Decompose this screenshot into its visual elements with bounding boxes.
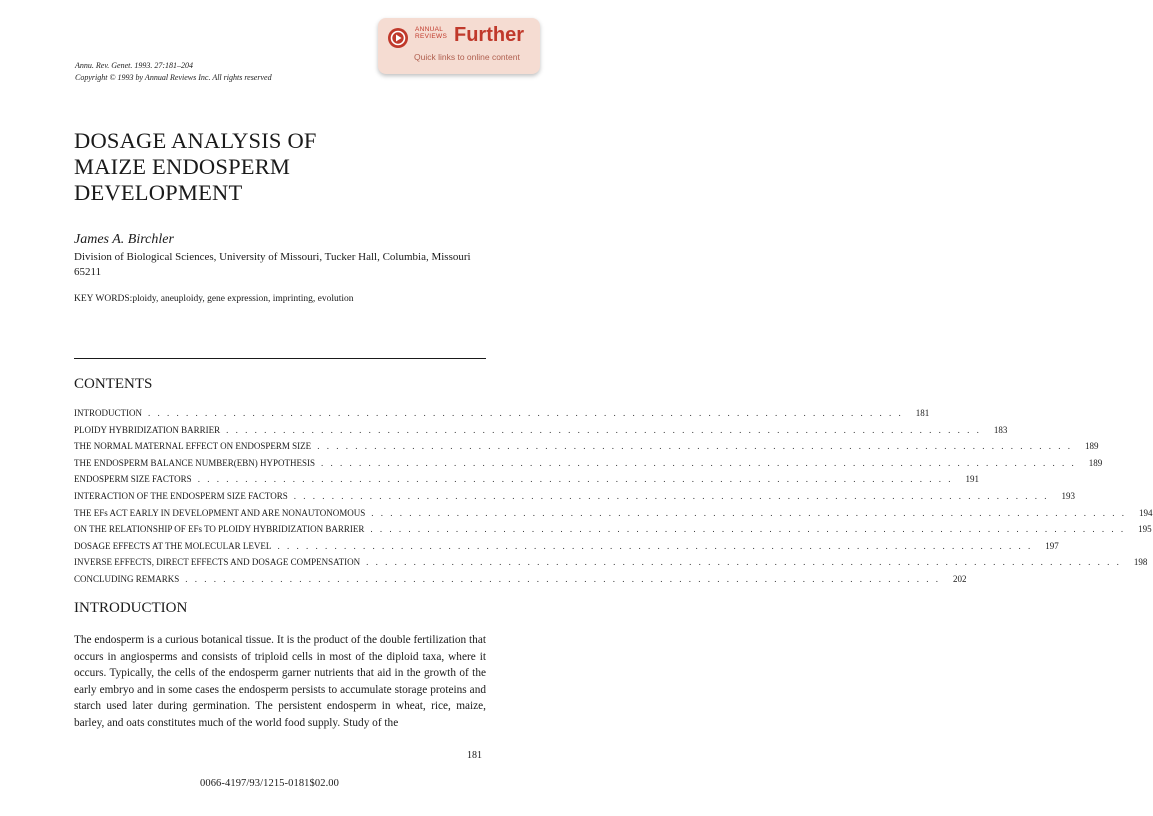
toc-entry[interactable] [74,554,1148,571]
toc-entry-page: 183 [993,424,1008,435]
table-of-contents [74,405,1153,588]
toc-entry-page: 189 [1084,441,1099,452]
toc-entry-page: 181 [915,408,930,418]
further-label: Further [454,24,524,46]
toc-entry[interactable] [74,455,1103,472]
author-affiliation: Division of Biological Sciences, University of Missouri, Tucker Hall, Columbia, Missouri 65211 [74,251,471,278]
toc-entry-title: ENDOSPERM SIZE FACTORS [74,474,192,485]
toc-entry-page: 194 [1139,507,1153,518]
toc-leader-dots: . . . . . . . . . . . . . . . . . . . . . . . . . . . . . . . . . . . . . . . . . . . . . . . . . . . . . . . . . . . . . . . . . . . . . . . . . . . . . . . . [197,474,953,485]
toc-entry-page: 193 [1061,490,1076,501]
toc-leader-dots: . . . . . . . . . . . . . . . . . . . . . . . . . . . . . . . . . . . . . . . . . . . . . . . . . . . . . . . . . . . . . . . . . . . . . . . . . . . . . . . . [317,441,1073,452]
annual-reviews-logo-icon [387,27,409,49]
toc-leader-dots: . . . . . . . . . . . . . . . . . . . . . . . . . . . . . . . . . . . . . . . . . . . . . . . . . . . . . . . . . . . . . . . . . . . . . . . . . . . . . . . . [185,573,941,584]
toc-leader-dots: . . . . . . . . . . . . . . . . . . . . . . . . . . . . . . . . . . . . . . . . . . . . . . . . . . . . . . . . . . . . . . . . . . . . . . . . . . . . . . . . [370,524,1126,535]
introduction-heading: INTRODUCTION [74,600,188,616]
toc-entry[interactable] [74,505,1153,522]
toc-entry[interactable] [74,538,1059,555]
author-name: James A. Birchler [74,232,174,247]
toc-entry-page: 195 [1138,524,1152,535]
toc-entry[interactable] [74,571,967,588]
toc-leader-dots: . . . . . . . . . . . . . . . . . . . . . . . . . . . . . . . . . . . . . . . . . . . . . . . . . . . . . . . . . . . . . . . . . . . . . . . . . . . . . . . . [293,490,1050,501]
toc-entry-title: PLOIDY HYBRIDIZATION BARRIER [74,424,221,435]
toc-entry-page: 198 [1133,557,1148,568]
page-number: 181 [467,750,482,761]
toc-leader-dots: . . . . . . . . . . . . . . . . . . . . . . . . . . . . . . . . . . . . . . . . . . . . . . . . . . . . . . . . . . . . . . . . . . . . . . . . . . . . . . . . [371,507,1127,518]
keywords [74,294,354,304]
journal-citation [75,60,272,84]
title-line: DOSAGE ANALYSIS OF [74,128,317,153]
toc-entry-title: THE ENDOSPERM BALANCE NUMBER(EBN) HYPOTHESIS [74,457,316,468]
paper-title [74,128,317,206]
copyright-line: Copyright © 1993 by Annual Reviews Inc. All rights reserved [75,73,272,82]
toc-entry[interactable] [74,471,979,488]
toc-entry[interactable] [74,438,1099,455]
toc-entry-title: DOSAGE EFFECTS AT THE MOLECULAR LEVEL [74,540,272,551]
introduction-paragraph: The endosperm is a curious botanical tissue. It is the product of the double fertilization that occurs in angiosperms and consists of triploid cells in most of the diploid taxa, where it occurs. Typically, the cells of the endosperm garner nutrients that aid in the growth of the early embryo and in some cases the endosperm persists to accumulate storage proteins and starch used later during germination. The persistent endosperm in wheat, rice, maize, barley, and oats constitutes much of the world food supply. Study of the [74,634,486,729]
annual-reviews-further-banner[interactable] [378,18,540,74]
toc-leader-dots: . . . . . . . . . . . . . . . . . . . . . . . . . . . . . . . . . . . . . . . . . . . . . . . . . . . . . . . . . . . . . . . . . . . . . . . . . . . . . . . . [226,424,982,435]
footer-code: 0066-4197/93/1215-0181$02.00 [200,778,340,789]
annual-reviews-wordmark: ANNUAL REVIEWS [415,26,448,40]
toc-entry-title: THE EFs ACT EARLY IN DEVELOPMENT AND ARE NONAUTONOMOUS [74,507,366,518]
toc-entry[interactable] [74,422,1008,439]
toc-entry-title: INTRODUCTION [74,408,142,418]
contents-heading: CONTENTS [74,376,153,392]
toc-entry-title: THE NORMAL MATERNAL EFFECT ON ENDOSPERM SIZE [74,441,312,452]
toc-entry-title: INVERSE EFFECTS, DIRECT EFFECTS AND DOSAGE COMPENSATION [74,557,361,568]
toc-entry[interactable] [74,405,930,422]
section-divider [74,358,486,359]
title-line: MAIZE ENDOSPERM [74,154,291,179]
toc-entry-page: 191 [965,474,979,485]
toc-leader-dots: . . . . . . . . . . . . . . . . . . . . . . . . . . . . . . . . . . . . . . . . . . . . . . . . . . . . . . . . . . . . . . . . . . . . . . . . . . . . . . . . [148,408,904,418]
toc-leader-dots: . . . . . . . . . . . . . . . . . . . . . . . . . . . . . . . . . . . . . . . . . . . . . . . . . . . . . . . . . . . . . . . . . . . . . . . . . . . . . . . . [321,457,1077,468]
toc-entry-page: 197 [1045,540,1059,551]
keywords-text: ploidy, aneuploidy, gene expression, imprinting, evolution [132,294,354,304]
toc-entry[interactable] [74,521,1152,538]
toc-entry[interactable] [74,488,1076,505]
toc-entry-title: CONCLUDING REMARKS [74,573,180,584]
toc-leader-dots: . . . . . . . . . . . . . . . . . . . . . . . . . . . . . . . . . . . . . . . . . . . . . . . . . . . . . . . . . . . . . . . . . . . . . . . . . . . . . . . . [366,557,1122,568]
toc-entry-title: ON THE RELATIONSHIP OF EFs TO PLOIDY HYBRIDIZATION BARRIER [74,524,365,535]
toc-leader-dots: . . . . . . . . . . . . . . . . . . . . . . . . . . . . . . . . . . . . . . . . . . . . . . . . . . . . . . . . . . . . . . . . . . . . . . . . . . . . . . . . [277,540,1033,551]
title-line: DEVELOPMENT [74,180,243,205]
keywords-label: KEY WORDS: [74,294,133,304]
further-subtitle: Quick links to online content [414,52,520,62]
journal-citation-line: Annu. Rev. Genet. 1993. 27:181–204 [75,61,194,70]
toc-entry-page: 202 [953,573,967,584]
toc-entry-page: 189 [1088,457,1103,468]
toc-entry-title: INTERACTION OF THE ENDOSPERM SIZE FACTORS [74,490,288,501]
